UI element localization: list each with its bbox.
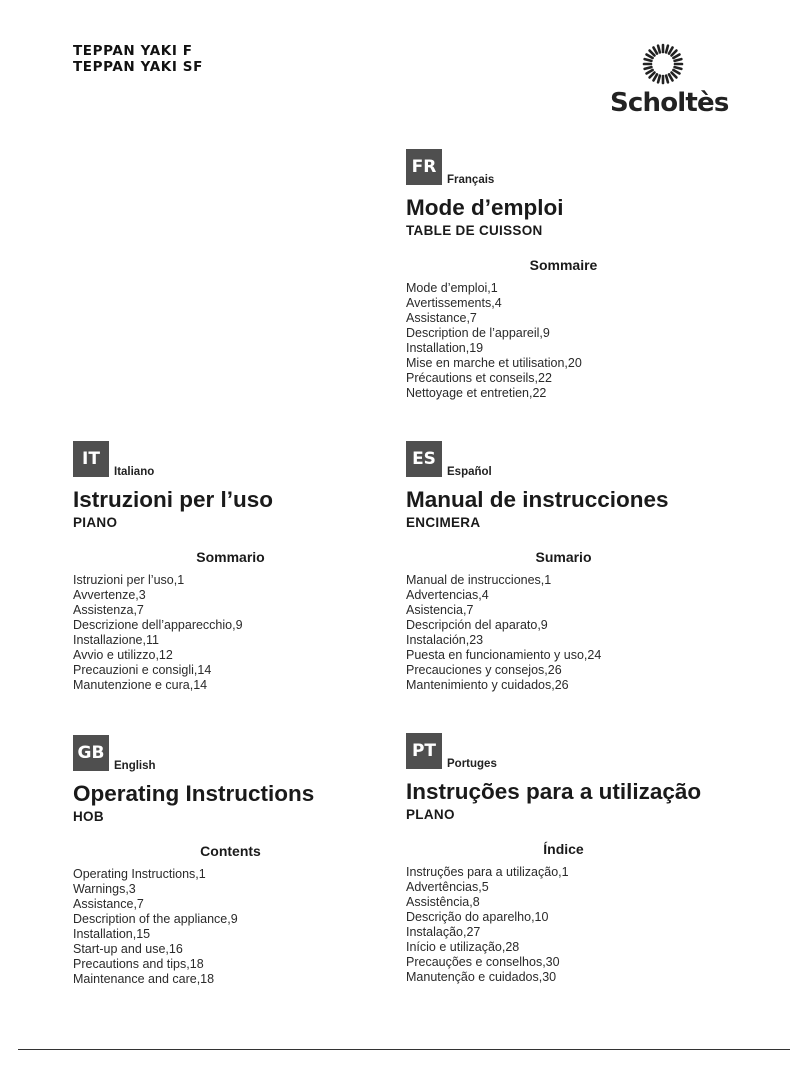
toc-heading: Índice <box>543 841 584 857</box>
sunburst-ray <box>671 72 676 77</box>
toc-item: Precauções e conselhos,30 <box>406 955 560 969</box>
toc-item: Assistance,7 <box>406 311 477 325</box>
model-name: TEPPAN YAKI F <box>73 43 193 59</box>
sunburst-ray <box>650 72 655 77</box>
toc-item: Asistencia,7 <box>406 603 474 617</box>
language-code-badge: ES <box>406 441 442 477</box>
model-name: TEPPAN YAKI SF <box>73 59 203 75</box>
toc-item: Início e utilização,28 <box>406 940 520 954</box>
toc-heading: Sumario <box>535 549 592 565</box>
toc-item: Avertissements,4 <box>406 296 502 310</box>
toc-item: Maintenance and care,18 <box>73 972 215 986</box>
manual-subtitle: ENCIMERA <box>406 515 481 530</box>
footer-divider <box>18 1049 790 1050</box>
toc-item: Precauzioni e consigli,14 <box>73 663 212 677</box>
sunburst-icon <box>641 42 685 86</box>
sunburst-ray <box>645 67 652 69</box>
sunburst-ray <box>666 76 668 83</box>
sunburst-ray <box>666 46 668 53</box>
manual-subtitle: TABLE DE CUISSON <box>406 223 543 238</box>
language-code-badge: FR <box>406 149 442 185</box>
sunburst-ray <box>650 51 655 56</box>
sunburst-ray <box>675 59 682 61</box>
sunburst-ray <box>675 67 682 69</box>
toc-item: Description of the appliance,9 <box>73 912 238 926</box>
language-name: English <box>114 760 156 772</box>
toc-item: Puesta en funcionamiento y uso,24 <box>406 648 602 662</box>
manual-title: Manual de instrucciones <box>406 487 669 512</box>
toc-item: Avvio e utilizzo,12 <box>73 648 173 662</box>
model-names <box>73 43 203 75</box>
toc-item: Start-up and use,16 <box>73 942 183 956</box>
sunburst-ray <box>669 74 673 80</box>
toc-item: Avvertenze,3 <box>73 588 146 602</box>
language-name: Français <box>447 174 495 186</box>
toc-item: Descrição do aparelho,10 <box>406 910 549 924</box>
toc-item: Warnings,3 <box>73 882 136 896</box>
sunburst-ray <box>671 51 676 56</box>
manual-subtitle: PLANO <box>406 807 455 822</box>
language-name: Portuges <box>447 758 497 770</box>
toc-item: Précautions et conseils,22 <box>406 371 552 385</box>
toc-item: Nettoyage et entretien,22 <box>406 386 547 400</box>
toc-item: Installazione,11 <box>73 633 159 647</box>
toc-heading: Contents <box>200 843 261 859</box>
toc-list <box>73 867 238 987</box>
toc-item: Operating Instructions,1 <box>73 867 206 881</box>
manual-title: Istruzioni per l’uso <box>73 487 274 512</box>
toc-item: Installation,15 <box>73 927 151 941</box>
manual-title: Mode d’emploi <box>406 195 564 220</box>
toc-list <box>406 865 569 985</box>
sunburst-ray <box>654 48 658 54</box>
brand-name: Scholtès <box>610 88 729 118</box>
toc-item: Mise en marche et utilisation,20 <box>406 356 582 370</box>
sunburst-ray <box>673 55 679 59</box>
toc-item: Advertencias,4 <box>406 588 489 602</box>
toc-item: Assistenza,7 <box>73 603 144 617</box>
manual-title: Operating Instructions <box>73 781 315 806</box>
toc-item: Description de l’appareil,9 <box>406 326 550 340</box>
language-name: Español <box>447 466 492 478</box>
language-name: Italiano <box>114 466 155 478</box>
toc-item: Installation,19 <box>406 341 484 355</box>
sunburst-ray <box>658 76 660 83</box>
sunburst-ray <box>658 46 660 53</box>
toc-list <box>406 573 601 693</box>
manual-subtitle: PIANO <box>73 515 118 530</box>
toc-item: Precautions and tips,18 <box>73 957 204 971</box>
sunburst-ray <box>669 48 673 54</box>
brand-logo <box>608 42 729 130</box>
toc-item: Instalação,27 <box>406 925 481 939</box>
toc-item: Instalación,23 <box>406 633 484 647</box>
toc-item: Precauciones y consejos,26 <box>406 663 562 677</box>
language-code-badge: GB <box>73 735 109 771</box>
toc-item: Descrizione dell’apparecchio,9 <box>73 618 243 632</box>
sunburst-ray <box>673 70 679 74</box>
toc-item: Assistência,8 <box>406 895 480 909</box>
sunburst-ray <box>647 70 653 74</box>
toc-list <box>73 573 243 693</box>
toc-item: Mode d’emploi,1 <box>406 281 498 295</box>
language-code-badge: PT <box>406 733 442 769</box>
manual-subtitle: HOB <box>73 809 104 824</box>
toc-item: Mantenimiento y cuidados,26 <box>406 678 569 692</box>
toc-item: Assistance,7 <box>73 897 144 911</box>
toc-item: Manutenzione e cura,14 <box>73 678 208 692</box>
sunburst-ray <box>647 55 653 59</box>
sunburst-ray <box>654 74 658 80</box>
toc-item: Instruções para a utilização,1 <box>406 865 569 879</box>
toc-item: Istruzioni per l’uso,1 <box>73 573 185 587</box>
toc-heading: Sommaire <box>529 257 598 273</box>
toc-list <box>406 281 582 401</box>
toc-item: Descripción del aparato,9 <box>406 618 548 632</box>
toc-item: Manutenção e cuidados,30 <box>406 970 557 984</box>
toc-item: Manual de instrucciones,1 <box>406 573 552 587</box>
toc-heading: Sommario <box>196 549 265 565</box>
manual-title: Instruções para a utilização <box>406 779 702 804</box>
language-code-badge: IT <box>73 441 109 477</box>
sunburst-ray <box>645 59 652 61</box>
toc-item: Advertências,5 <box>406 880 489 894</box>
